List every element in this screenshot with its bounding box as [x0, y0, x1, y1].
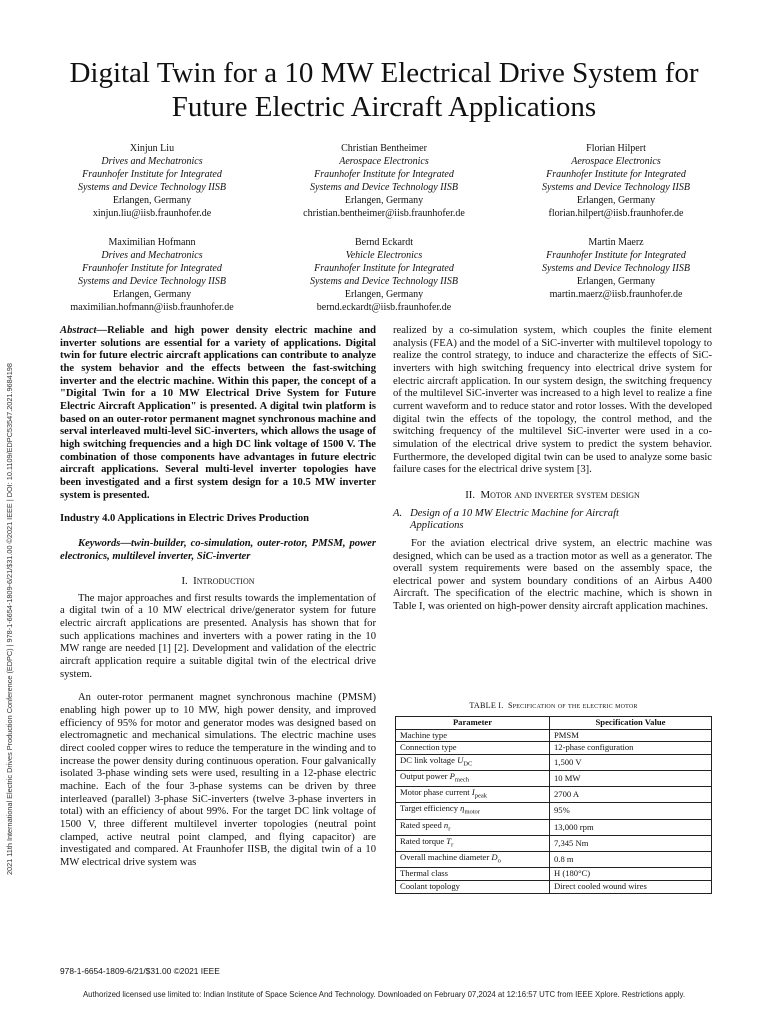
- author-dept: Aerospace Electronics: [339, 156, 429, 168]
- table-row: [396, 742, 712, 755]
- author-email[interactable]: xinjun.liu@iisb.fraunhofer.de: [92, 208, 212, 220]
- table-cell-parameter: Coolant topology: [396, 880, 550, 893]
- intro-paragraph-2: An outer-rotor permanent magnet synchronous machine (PMSM) enabling high power up to 10 MW, high power density, and improved efficiency of 95% for motor and generator modes was designed based on electromagnetic and mechanical simulations. The electric machine uses direct cooled copper wires to reduce the temperature in the winding and to increase the power density during continuous operation. Four galvanically isolated 3-phase winding sets were used, resulting in a 12-phase electric machine. Each of the four 3-phase systems can be driven by three interleaved (parallel) 3-phase SiC-inverters (twelve 3-phase inverters in total) with an efficiency of about 99%. For the target DC link voltage of 1500 V, three different multilevel inverter topologies (neutral point clamped, active neutral point clamped, and flying capacitor) are investigated and compared. At Fraunhofer IISB, the digital twin of a 10 MW electrical drive system was: [60, 692, 376, 868]
- author-block: [496, 236, 736, 301]
- subsection-title-line2: Applications: [410, 520, 464, 532]
- table-cell-value: Direct cooled wound wires: [550, 880, 712, 893]
- industry-line: Industry 4.0 Applications in Electric Drives Production: [60, 513, 310, 525]
- table-cell-value: 1,500 V: [550, 754, 712, 770]
- section-number: I.: [181, 575, 188, 588]
- author-institute: Fraunhofer Institute for Integrated: [314, 169, 454, 181]
- author-city: Erlangen, Germany: [112, 195, 192, 207]
- table-cell-parameter: Overall machine diameter $D_o$: [396, 852, 550, 868]
- right-paragraph-1: realized by a co-simulation system, which couples the finite element analysis (FEA) and the model of a SiC-inverter with multilevel topology to realize the control strategy, to induce and characterize the effects of SiC-inverters with high switching frequency into electrical drive system for electric aircraft application. In our system design, the switching frequency of the multilevel SiC-inverter was increased to a high level to realize a fine current waveform and to reduce stator and rotor losses. With the developed digital twin the effects of the topology, the control method, and the switching frequency of the multilevel SiC-inverter were used in a co-simulation of the electrical drive system to predict the system behavior. Furthermore, the developed digital twin can be used to analyze some basic failure cases for the electrical drive system [3].: [393, 325, 712, 476]
- author-email[interactable]: martin.maerz@iisb.fraunhofer.de: [549, 289, 683, 301]
- author-city: Erlangen, Germany: [344, 195, 424, 207]
- table-cell-value: 0.8 m: [550, 852, 712, 868]
- table-cell-parameter: DC link voltage $U_{DC}$: [396, 754, 550, 770]
- intro-paragraph-1: The major approaches and first results towards the implementation of a digital twin of a 10 MW electrical drive/generator system for future electric aircraft applications are presented. Analysis has shown that for such applications machines and inverters with a power rating in the 10 MW range are needed [1] [2]. Development and validation of the electric aircraft application require a suitable digital twin of the electrical drive system.: [60, 592, 376, 680]
- table-cell-parameter: Output power $P_{mech}$: [396, 771, 550, 787]
- table-caption: [395, 701, 712, 710]
- table-row: [396, 771, 712, 787]
- author-dept: Drives and Mechatronics: [101, 156, 203, 168]
- keywords: [60, 538, 376, 563]
- right-column: [393, 325, 712, 614]
- author-email[interactable]: bernd.eckardt@iisb.fraunhofer.de: [316, 302, 452, 314]
- subsection-title-line1: Design of a 10 MW Electric Machine for Aircraft: [410, 507, 619, 519]
- author-institute: Systems and Device Technology IISB: [542, 182, 690, 194]
- author-institute: Fraunhofer Institute for Integrated: [82, 169, 222, 181]
- table-cell-parameter: Machine type: [396, 729, 550, 742]
- table-cell-value: 95%: [550, 803, 712, 819]
- author-institute: Fraunhofer Institute for Integrated: [314, 263, 454, 275]
- abstract-label: Abstract—: [60, 325, 108, 336]
- table-cell-value: PMSM: [550, 729, 712, 742]
- author-city: Erlangen, Germany: [576, 276, 656, 288]
- subsection-heading: [393, 508, 712, 521]
- table-header-row: [396, 717, 712, 730]
- table-cell-parameter: Rated torque $T_r$: [396, 835, 550, 851]
- author-email[interactable]: florian.hilpert@iisb.fraunhofer.de: [548, 208, 684, 220]
- table-caption-text: Specification of the electric motor: [508, 701, 638, 710]
- footer-copyright: 978-1-6654-1809-6/21/$31.00 ©2021 IEEE: [60, 966, 220, 976]
- author-dept: Aerospace Electronics: [571, 156, 661, 168]
- table-row: [396, 852, 712, 868]
- keywords-label: Keywords—: [78, 537, 131, 549]
- author-institute: Systems and Device Technology IISB: [310, 276, 458, 288]
- author-institute: Fraunhofer Institute for Integrated: [82, 263, 222, 275]
- table-cell-value: 12-phase configuration: [550, 742, 712, 755]
- section-title: Motor and inverter system design: [480, 488, 640, 501]
- table-cell-parameter: Thermal class: [396, 868, 550, 881]
- subsection-number: A.: [393, 507, 403, 519]
- author-institute: Fraunhofer Institute for Integrated: [546, 169, 686, 181]
- table-row: [396, 729, 712, 742]
- table-row: [396, 819, 712, 835]
- table-label: TABLE I.: [469, 701, 504, 710]
- author-institute: Systems and Device Technology IISB: [78, 276, 226, 288]
- author-dept: Vehicle Electronics: [345, 250, 423, 262]
- author-email[interactable]: christian.bentheimer@iisb.fraunhofer.de: [303, 208, 465, 220]
- author-dept: Drives and Mechatronics: [101, 250, 203, 262]
- table-cell-value: H (180°C): [550, 868, 712, 881]
- table-cell-value: 10 MW: [550, 771, 712, 787]
- author-institute: Systems and Device Technology IISB: [310, 182, 458, 194]
- table-row: [396, 868, 712, 881]
- footer-license-notice: Authorized licensed use limited to: Indian Institute of Space Science And Technology. Downloaded on February 07,2024 at 12:16:57 UTC from IEEE Xplore. Restrictions apply.: [82, 990, 685, 999]
- author-block: [32, 236, 272, 315]
- author-city: Erlangen, Germany: [576, 195, 656, 207]
- author-name: Martin Maerz: [588, 237, 644, 248]
- author-name: Florian Hilpert: [586, 143, 646, 154]
- author-email[interactable]: maximilian.hofmann@iisb.fraunhofer.de: [70, 302, 234, 314]
- table-row: [396, 754, 712, 770]
- abstract-text: Reliable and high power density electric machine and inverter solutions are essential for a variety of applications. Digital twin for future electric aircraft applications can contribute to analyze the system behavior and the effects between the fast-switching inverter and the electric machine. Within this paper, the concept of a "Digital Twin for a 10 MW Electrical Drive System for Future Electric Aircraft Application" is presented. A digital twin platform is based on an outer-rotor permanent magnet synchronous machine and serval interleaved multi-level SiC-inverters, which allows the usage of high switching frequencies and a high DC link voltage of 1500 V. The combination of those components have advantages in future electric aircraft applications. Several multi-level inverter topologies have been investigated and a first system design for a 10.5 MW inverter system is presented.: [60, 325, 376, 501]
- table-cell-value: 2700 A: [550, 787, 712, 803]
- author-city: Erlangen, Germany: [344, 289, 424, 301]
- table-row: [396, 787, 712, 803]
- section-title: Introduction: [193, 575, 255, 588]
- table-row: [396, 835, 712, 851]
- author-block: [264, 142, 504, 221]
- section-number: II.: [465, 488, 476, 501]
- section-heading-2: [393, 489, 712, 502]
- side-doi-text: 2021 11th International Electric Drives Production Conference (EDPC) | 978-1-6654-1809-6/21/$31.00 ©2021 IEEE | DOI: 10.1109/EDPC53547.2021.9684198: [5, 363, 14, 875]
- author-institute: Systems and Device Technology IISB: [78, 182, 226, 194]
- table-row: [396, 880, 712, 893]
- author-name: Xinjun Liu: [129, 143, 175, 154]
- author-name: Bernd Eckardt: [354, 237, 414, 248]
- section2-paragraph: For the aviation electrical drive system, an electric machine was designed, which can be used as a traction motor as well as a generator. The overall system requirements were based on the assembly space, the electrical power and system boundary conditions of an Airbus A400 Aircraft. The specification of the electric machine, which is shown in Table I, was oriented on high-power density aircraft application machines.: [393, 537, 712, 613]
- table-cell-value: 13,000 rpm: [550, 819, 712, 835]
- author-block: [496, 142, 736, 221]
- author-institute: Fraunhofer Institute for Integrated: [546, 250, 686, 262]
- table-cell-parameter: Target efficiency $\eta_{motor}$: [396, 803, 550, 819]
- paper-title: Digital Twin for a 10 MW Electrical Drive System for Future Electric Aircraft Applications: [69, 57, 699, 123]
- table-cell-value: 7,345 Nm: [550, 835, 712, 851]
- author-city: Erlangen, Germany: [112, 289, 192, 301]
- author-name: Christian Bentheimer: [341, 143, 427, 154]
- table-cell-parameter: Rated speed $n_r$: [396, 819, 550, 835]
- spec-table: [395, 716, 712, 894]
- table-row: [396, 803, 712, 819]
- left-column: [60, 325, 376, 870]
- author-block: [264, 236, 504, 315]
- abstract: [60, 325, 376, 502]
- author-institute: Systems and Device Technology IISB: [542, 263, 690, 275]
- keywords-text: twin-builder, co-simulation, outer-rotor, PMSM, power electronics, multilevel inverter, SiC-inverter: [60, 537, 376, 562]
- author-block: [32, 142, 272, 221]
- table-header-cell: Parameter: [396, 717, 550, 730]
- section-heading-introduction: [60, 575, 376, 588]
- table-cell-parameter: Connection type: [396, 742, 550, 755]
- author-name: Maximilian Hofmann: [108, 237, 196, 248]
- table-header-cell: Specification Value: [550, 717, 712, 730]
- table-cell-parameter: Motor phase current $I_{peak}$: [396, 787, 550, 803]
